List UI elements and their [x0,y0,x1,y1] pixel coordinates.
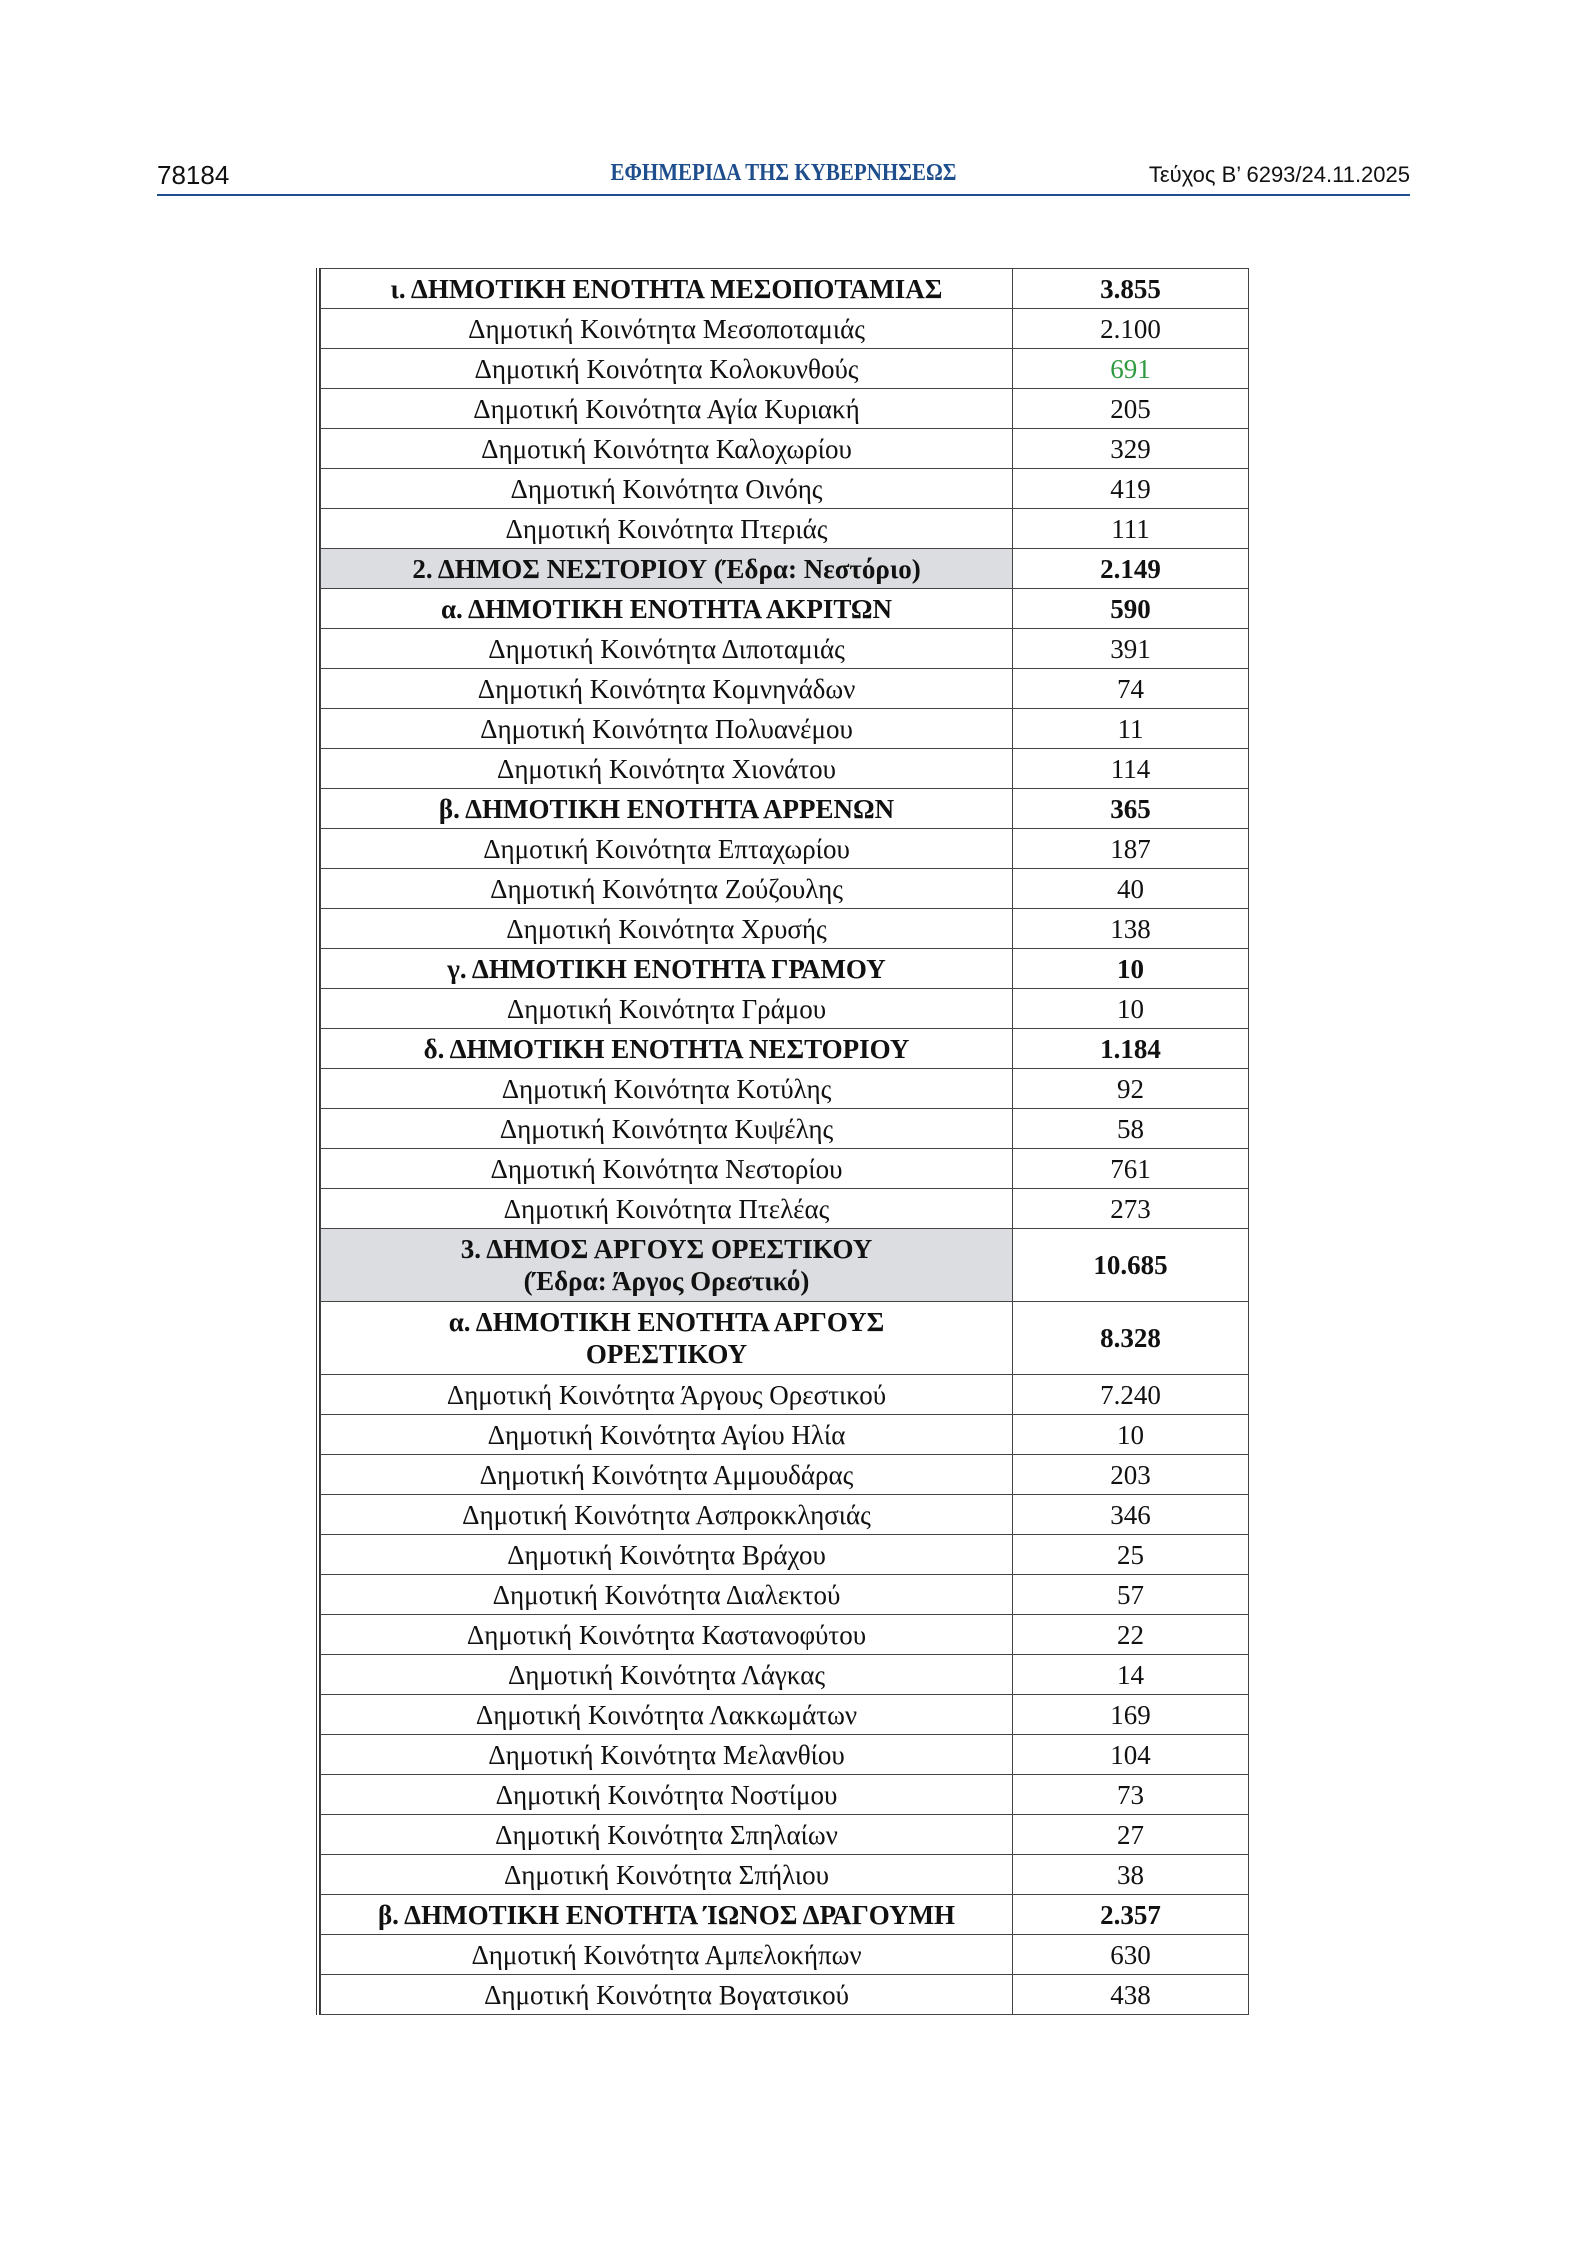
area-name-cell [321,989,1013,1029]
area-name-cell [321,789,1013,829]
issue-info: Τεύχος Β’ 6293/24.11.2025 [1148,162,1410,187]
area-name-cell [321,1775,1013,1815]
community-row [321,1735,1249,1775]
population-value: 10.685 [1013,1229,1249,1302]
population-value: 14 [1013,1655,1249,1695]
area-name: Δημοτική Κοινότητα Διαλεκτού [492,1579,841,1610]
population-value: 169 [1013,1695,1249,1735]
area-name-cell [321,1229,1013,1302]
municipality-row [321,1229,1249,1302]
area-name: Δημοτική Κοινότητα Μελανθίου [488,1739,845,1770]
area-name: Δημοτική Κοινότητα Αγία Κυριακή [473,393,860,424]
area-name-line2: (Έδρα: Άργος Ορεστικό) [523,1266,810,1296]
population-value: 346 [1013,1495,1249,1535]
area-name-cell [321,1895,1013,1935]
community-row [321,509,1249,549]
population-value: 438 [1013,1975,1249,2015]
population-value: 10 [1013,949,1249,989]
area-name-cell [321,1735,1013,1775]
area-name-cell [321,549,1013,589]
area-name: Δημοτική Κοινότητα Νεστορίου [490,1153,843,1184]
area-name-cell [321,389,1013,429]
community-row [321,1975,1249,2015]
area-name-cell [321,1655,1013,1695]
area-name-cell [321,509,1013,549]
community-row [321,1615,1249,1655]
population-table-wrapper [316,268,1248,2015]
population-value: 11 [1013,709,1249,749]
area-name: Δημοτική Κοινότητα Αμπελοκήπων [471,1939,862,1970]
community-row [321,1109,1249,1149]
population-value: 761 [1013,1149,1249,1189]
population-value: 74 [1013,669,1249,709]
community-row [321,829,1249,869]
area-name: Δημοτική Κοινότητα Επταχωρίου [483,833,850,864]
area-name-cell [321,629,1013,669]
population-value: 205 [1013,389,1249,429]
population-value: 114 [1013,749,1249,789]
area-name: Δημοτική Κοινότητα Ασπροκκλησιάς [462,1499,871,1530]
area-name-cell [321,1575,1013,1615]
population-value: 203 [1013,1455,1249,1495]
community-row [321,1575,1249,1615]
population-value: 73 [1013,1775,1249,1815]
area-name: Δημοτική Κοινότητα Αμμουδάρας [479,1459,854,1490]
population-value: 40 [1013,869,1249,909]
area-name: Δημοτική Κοινότητα Αγίου Ηλία [487,1419,846,1450]
unit-row [321,1302,1249,1375]
area-name: Δημοτική Κοινότητα Οινόης [510,473,823,504]
community-row [321,1695,1249,1735]
area-name-cell [321,909,1013,949]
area-name: Δημοτική Κοινότητα Πολυανέμου [480,713,853,744]
population-value: 691 [1013,349,1249,389]
population-value: 391 [1013,629,1249,669]
area-name: β. ΔΗΜΟΤΙΚΗ ΕΝΟΤΗΤΑ ΑΡΡΕΝΩΝ [438,793,895,824]
area-name: Δημοτική Κοινότητα Λάγκας [507,1659,826,1690]
area-name-cell [321,1109,1013,1149]
area-name: Δημοτική Κοινότητα Ζούζουλης [490,873,843,904]
area-name: Δημοτική Κοινότητα Βογατσικού [484,1979,849,2010]
area-name-cell [321,869,1013,909]
municipality-row [321,549,1249,589]
population-value: 57 [1013,1575,1249,1615]
community-row [321,429,1249,469]
population-value: 2.149 [1013,549,1249,589]
community-row [321,629,1249,669]
unit-row [321,949,1249,989]
community-row [321,1495,1249,1535]
journal-title: ΕΦΗΜΕΡΙΔΑ ΤΗΣ ΚΥΒΕΡΝΗΣΕΩΣ [610,158,957,186]
area-name: Δημοτική Κοινότητα Κολοκυνθούς [474,353,859,384]
area-name: Δημοτική Κοινότητα Λακκωμάτων [475,1699,858,1730]
area-name: Δημοτική Κοινότητα Πτελέας [503,1193,830,1224]
population-value: 630 [1013,1935,1249,1975]
community-row [321,709,1249,749]
area-name-cell [321,589,1013,629]
area-name: Δημοτική Κοινότητα Κυψέλης [499,1113,834,1144]
population-value: 187 [1013,829,1249,869]
population-value: 92 [1013,1069,1249,1109]
area-name-cell [321,1029,1013,1069]
area-name-cell [321,1149,1013,1189]
area-name-cell [321,1975,1013,2015]
community-row [321,1189,1249,1229]
area-name: Δημοτική Κοινότητα Κομνηνάδων [477,673,856,704]
area-name: Δημοτική Κοινότητα Κοτύλης [501,1073,832,1104]
area-name-cell [321,1855,1013,1895]
area-name: Δημοτική Κοινότητα Σπηλαίων [495,1819,838,1850]
population-table-body [321,269,1249,2015]
population-value: 10 [1013,989,1249,1029]
community-row [321,309,1249,349]
area-name: δ. ΔΗΜΟΤΙΚΗ ΕΝΟΤΗΤΑ ΝΕΣΤΟΡΙΟΥ [423,1033,910,1064]
population-value: 2.357 [1013,1895,1249,1935]
area-name: Δημοτική Κοινότητα Άργους Ορεστικού [446,1379,887,1410]
area-name-cell [321,1815,1013,1855]
area-name: Δημοτική Κοινότητα Καλοχωρίου [481,433,852,464]
area-name-cell [321,1615,1013,1655]
page-header [157,156,1410,196]
population-value: 365 [1013,789,1249,829]
community-row [321,1069,1249,1109]
community-row [321,1655,1249,1695]
population-value: 111 [1013,509,1249,549]
population-value: 38 [1013,1855,1249,1895]
area-name: Δημοτική Κοινότητα Μεσοποταμιάς [468,313,865,344]
community-row [321,1775,1249,1815]
unit-row [321,1029,1249,1069]
area-name: Δημοτική Κοινότητα Βράχου [507,1539,826,1570]
area-name: α. ΔΗΜΟΤΙΚΗ ΕΝΟΤΗΤΑ ΑΚΡΙΤΩΝ [440,593,893,624]
area-name: Δημοτική Κοινότητα Διποταμιάς [488,633,845,664]
area-name-cell [321,1535,1013,1575]
unit-row [321,789,1249,829]
community-row [321,1535,1249,1575]
unit-row [321,589,1249,629]
community-row [321,1455,1249,1495]
area-name: 3. ΔΗΜΟΣ ΑΡΓΟΥΣ ΟΡΕΣΤΙΚΟΥ [460,1234,873,1264]
area-name-cell [321,349,1013,389]
community-row [321,1375,1249,1415]
population-value: 273 [1013,1189,1249,1229]
population-value: 10 [1013,1415,1249,1455]
community-row [321,909,1249,949]
area-name-cell [321,1069,1013,1109]
area-name: Δημοτική Κοινότητα Γράμου [506,993,827,1024]
population-value: 7.240 [1013,1375,1249,1415]
area-name-cell [321,309,1013,349]
population-value: 25 [1013,1535,1249,1575]
community-row [321,989,1249,1029]
area-name-cell [321,1495,1013,1535]
unit-row [321,1895,1249,1935]
area-name-cell [321,429,1013,469]
community-row [321,349,1249,389]
community-row [321,869,1249,909]
population-value: 1.184 [1013,1029,1249,1069]
area-name-cell [321,469,1013,509]
area-name: α. ΔΗΜΟΤΙΚΗ ΕΝΟΤΗΤΑ ΑΡΓΟΥΣ [448,1307,885,1337]
area-name-cell [321,269,1013,309]
area-name: ι. ΔΗΜΟΤΙΚΗ ΕΝΟΤΗΤΑ ΜΕΣΟΠΟΤΑΜΙΑΣ [390,273,943,304]
population-value: 58 [1013,1109,1249,1149]
page-number: 78184 [157,160,230,190]
community-row [321,1855,1249,1895]
population-value: 138 [1013,909,1249,949]
area-name-cell [321,1189,1013,1229]
community-row [321,669,1249,709]
area-name: Δημοτική Κοινότητα Πτεριάς [505,513,828,544]
community-row [321,389,1249,429]
area-name-cell [321,1455,1013,1495]
area-name: Δημοτική Κοινότητα Καστανοφύτου [466,1619,867,1650]
population-value: 3.855 [1013,269,1249,309]
area-name-cell [321,1935,1013,1975]
population-value: 22 [1013,1615,1249,1655]
area-name-cell [321,949,1013,989]
community-row [321,469,1249,509]
area-name: Δημοτική Κοινότητα Νοστίμου [495,1779,838,1810]
population-value: 419 [1013,469,1249,509]
population-value: 104 [1013,1735,1249,1775]
area-name-cell [321,1415,1013,1455]
community-row [321,1415,1249,1455]
area-name: Δημοτική Κοινότητα Σπήλιου [503,1859,830,1890]
area-name-cell [321,749,1013,789]
area-name: 2. ΔΗΜΟΣ ΝΕΣΤΟΡΙΟΥ (Έδρα: Νεστόριο) [412,553,921,584]
population-table [320,268,1249,2015]
area-name: Δημοτική Κοινότητα Χιονάτου [496,753,837,784]
unit-row [321,269,1249,309]
population-value: 590 [1013,589,1249,629]
area-name-cell [321,709,1013,749]
population-value: 2.100 [1013,309,1249,349]
area-name: γ. ΔΗΜΟΤΙΚΗ ΕΝΟΤΗΤΑ ΓΡΑΜΟΥ [447,953,886,984]
community-row [321,749,1249,789]
area-name: Δημοτική Κοινότητα Χρυσής [506,913,827,944]
area-name-cell [321,1302,1013,1375]
community-row [321,1815,1249,1855]
area-name-cell [321,669,1013,709]
area-name: β. ΔΗΜΟΤΙΚΗ ΕΝΟΤΗΤΑ ΊΩΝΟΣ ΔΡΑΓΟΥΜΗ [377,1899,956,1930]
area-name-cell [321,829,1013,869]
population-value: 8.328 [1013,1302,1249,1375]
area-name-cell [321,1695,1013,1735]
population-value: 329 [1013,429,1249,469]
community-row [321,1935,1249,1975]
area-name-line2: ΟΡΕΣΤΙΚΟΥ [585,1339,748,1369]
area-name-cell [321,1375,1013,1415]
community-row [321,1149,1249,1189]
population-value: 27 [1013,1815,1249,1855]
